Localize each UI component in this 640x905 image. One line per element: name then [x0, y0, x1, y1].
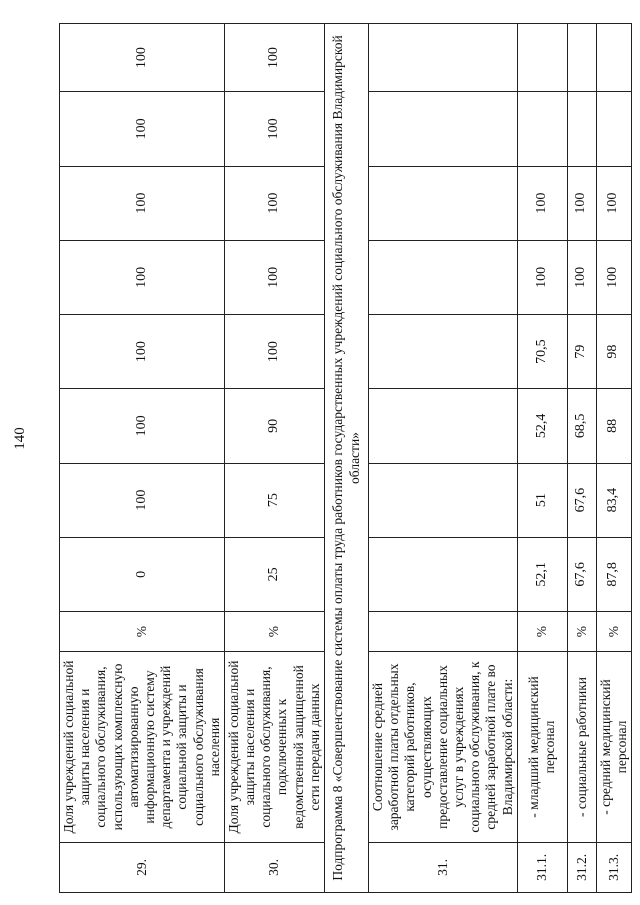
table-row — [596, 24, 631, 893]
value-cell: 100 — [60, 315, 225, 389]
indicator-name: Доля учреждений социальной защиты населения и социального обслуживания, подключенных к ведомственной защищенной сети передачи данных — [224, 652, 324, 843]
value-cell: 100 — [60, 92, 225, 166]
value-cell: 52,4 — [517, 389, 567, 463]
value-cell: 100 — [567, 166, 596, 240]
value-cell — [369, 92, 518, 166]
value-cell — [517, 92, 567, 166]
indicator-name: - социальные работники — [567, 652, 596, 843]
value-cell: 100 — [224, 24, 324, 92]
row-number: 31.1. — [517, 842, 567, 892]
value-cell: 83,4 — [596, 463, 631, 537]
value-cell: 25 — [224, 537, 324, 611]
row-number: 30. — [224, 842, 324, 892]
value-cell: 100 — [517, 166, 567, 240]
value-cell — [369, 537, 518, 611]
table-row — [60, 24, 225, 893]
section-row — [325, 24, 369, 893]
indicator-name: Соотношение средней заработной платы отдельных категорий работников, осуществляющих предоставление социальных услуг в учреждениях социального обслуживания, к средней заработной плате во Владимирской области: — [369, 652, 518, 843]
indicator-name: Доля учреждений социальной защиты населения и социального обслуживания, использующих комплексную автоматизированную информационную систему департамента и учреждений социальной защиты и социального обслуживания населения — [60, 652, 225, 843]
value-cell: 52,1 — [517, 537, 567, 611]
value-cell — [369, 166, 518, 240]
unit-cell: % — [60, 612, 225, 652]
unit-cell: % — [596, 612, 631, 652]
table-row — [369, 24, 518, 893]
value-cell: 67,6 — [567, 463, 596, 537]
value-cell: 98 — [596, 315, 631, 389]
row-number: 31.2. — [567, 842, 596, 892]
value-cell: 100 — [596, 240, 631, 314]
unit-cell: % — [567, 612, 596, 652]
value-cell — [567, 92, 596, 166]
value-cell: 100 — [60, 389, 225, 463]
value-cell: 100 — [224, 240, 324, 314]
value-cell: 100 — [224, 92, 324, 166]
value-cell: 90 — [224, 389, 324, 463]
page-number: 140 — [11, 427, 28, 450]
value-cell — [596, 92, 631, 166]
table-row — [567, 24, 596, 893]
value-cell: 100 — [60, 166, 225, 240]
value-cell — [369, 24, 518, 92]
value-cell: 100 — [517, 240, 567, 314]
value-cell — [517, 24, 567, 92]
value-cell: 88 — [596, 389, 631, 463]
value-cell: 100 — [567, 240, 596, 314]
value-cell — [596, 24, 631, 92]
unit-cell: % — [517, 612, 567, 652]
value-cell: 79 — [567, 315, 596, 389]
value-cell — [369, 463, 518, 537]
rotated-table-container — [59, 23, 629, 893]
value-cell: 68,5 — [567, 389, 596, 463]
row-number: 29. — [60, 842, 225, 892]
value-cell: 70,5 — [517, 315, 567, 389]
value-cell: 51 — [517, 463, 567, 537]
value-cell: 100 — [60, 463, 225, 537]
unit-cell — [369, 612, 518, 652]
row-number: 31.3. — [596, 842, 631, 892]
unit-cell: % — [224, 612, 324, 652]
table-row — [517, 24, 567, 893]
indicators-table — [59, 23, 632, 893]
indicator-name: - средний медицинский персонал — [596, 652, 631, 843]
value-cell — [369, 240, 518, 314]
section-title: Подпрограмма 8 «Совершенствование системы оплаты труда работников государственных учреждений социального обслуживания Владимирской области» — [325, 24, 369, 893]
table-row — [224, 24, 324, 893]
value-cell: 100 — [224, 315, 324, 389]
value-cell: 100 — [224, 166, 324, 240]
value-cell — [369, 389, 518, 463]
value-cell — [567, 24, 596, 92]
value-cell: 100 — [60, 24, 225, 92]
value-cell: 87,8 — [596, 537, 631, 611]
row-number: 31. — [369, 842, 518, 892]
value-cell — [369, 315, 518, 389]
indicator-name: - младший медицинский персонал — [517, 652, 567, 843]
value-cell: 0 — [60, 537, 225, 611]
value-cell: 100 — [596, 166, 631, 240]
value-cell: 100 — [60, 240, 225, 314]
value-cell: 75 — [224, 463, 324, 537]
value-cell: 67,6 — [567, 537, 596, 611]
